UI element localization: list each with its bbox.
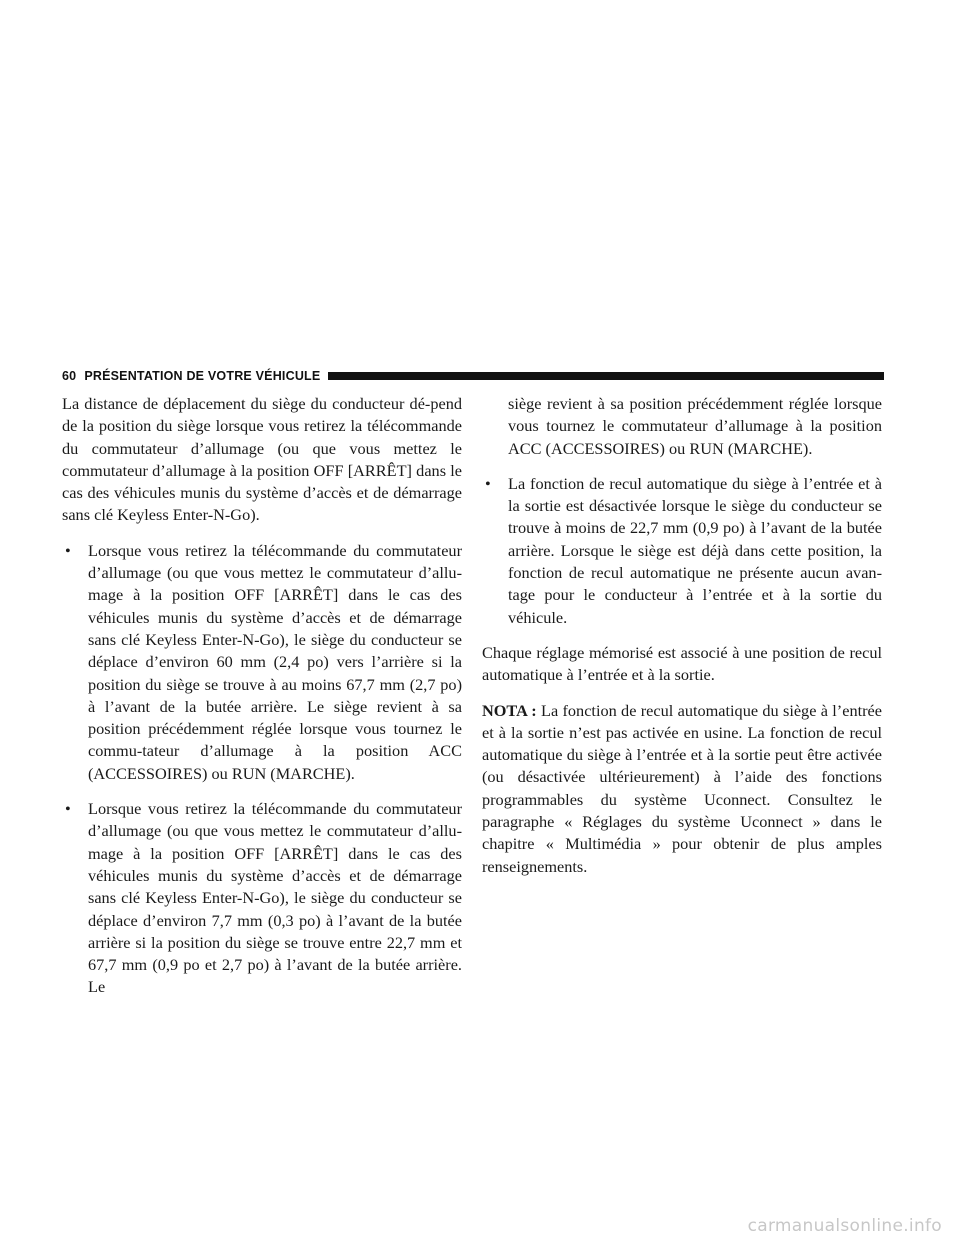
- memory-paragraph: Chaque réglage mémorisé est associé à une position de recul automatique à l’entrée et à la sortie.: [482, 642, 882, 685]
- bullet-continuation: siège revient à sa position précédemment réglée lorsque vous tournez le commutateur d’allumage à la position ACC (ACCESSOIRES) ou RUN (MARCHE).: [508, 394, 882, 458]
- list-item: [62, 540, 462, 785]
- page-header: [62, 368, 884, 384]
- bullet-icon: •: [65, 799, 71, 819]
- bullet-icon: •: [65, 540, 71, 560]
- left-column: [62, 393, 462, 1012]
- list-item: [62, 798, 462, 999]
- note-label: NOTA :: [482, 700, 537, 720]
- page-number: 60: [62, 369, 77, 383]
- section-title: PRÉSENTATION DE VOTRE VÉHICULE: [84, 369, 321, 383]
- note-paragraph: [482, 700, 882, 878]
- bullet-text: Lorsque vous retirez la télécommande du commutateur d’allumage (ou que vous mettez le commutateur d’allu-mage à la position OFF [ARRÊT] dans le cas des véhicules munis du système d’accès et de démarrage sans clé Keyless Enter-N-Go), le siège du conducteur se déplace d’environ 7,7 mm (0,3 po) à l’avant de la butée arrière si la position du siège se trouve entre 22,7 mm et 67,7 mm (0,9 po et 2,7 po) à l’avant de la butée arrière. Le: [88, 799, 462, 997]
- list-item: [482, 473, 882, 629]
- watermark: carmanualsonline.info: [747, 1216, 942, 1236]
- bullet-text: Lorsque vous retirez la télécommande du commutateur d’allumage (ou que vous mettez le commutateur d’allu-mage à la position OFF [ARRÊT] dans le cas des véhicules munis du système d’accès et de démarrage sans clé Keyless Enter-N-Go), le siège du conducteur se déplace d’environ 60 mm (2,4 po) vers l’arrière si la position du siège se trouve à au moins 67,7 mm (2,7 po) à l’avant de la butée arrière. Le siège revient à sa position précédemment réglée lorsque vous tournez le commu-tateur d’allumage à la position ACC (ACCESSOIRES) ou RUN (MARCHE).: [88, 540, 462, 783]
- bullet-icon: •: [485, 473, 491, 493]
- right-column: [482, 393, 882, 891]
- bullet-text: La fonction de recul automatique du siège à l’entrée et à la sortie est désactivée lorsque le siège du conducteur se trouve à moins de 22,7 mm (0,9 po) à l’avant de la butée arrière. Lorsque le siège est déjà dans cette position, la fonction de recul automatique ne présente aucun avan-tage pour le conducteur à l’entrée et à la sortie du véhicule.: [508, 473, 882, 627]
- note-text: La fonction de recul automatique du siège à l’entrée et à la sortie n’est pas activée en usine. La fonction de recul automatique du siège à l’entrée et à la sortie peut être activée (ou désactivée ultérieurement) à l’aide des fonctions programmables du système Uconnect. Consultez le paragraphe « Réglages du système Uconnect » dans le chapitre « Multimédia » pour obtenir de plus amples renseignements.: [482, 700, 882, 876]
- intro-paragraph: La distance de déplacement du siège du conducteur dé-pend de la position du siège lorsque vous retirez la télécommande du commutateur d’allumage (ou que vous mettez le commutateur d’allumage à la position OFF [ARRÊT] dans le cas des véhicules munis du système d’accès et de démarrage sans clé Keyless Enter-N-Go).: [62, 394, 462, 525]
- header-rule: [328, 372, 884, 380]
